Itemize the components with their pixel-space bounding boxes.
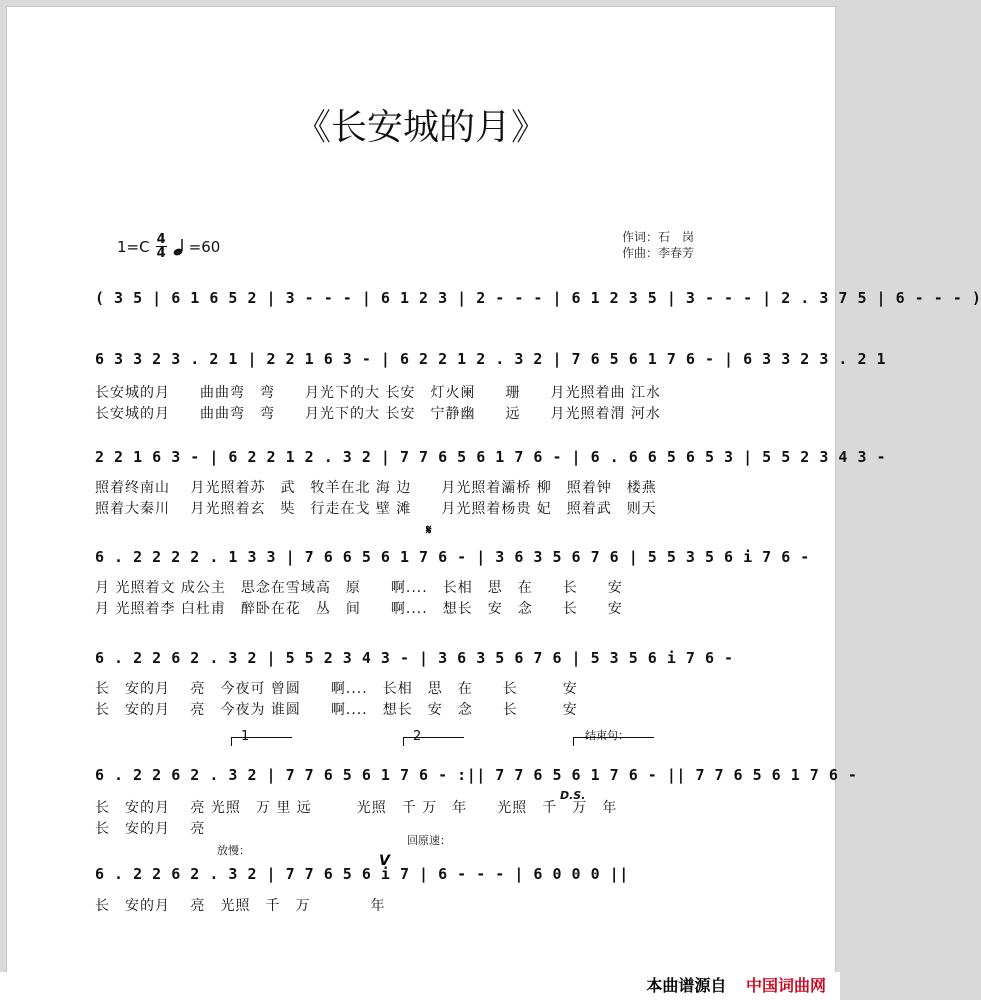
time-signature: $\frac{4}{4}$	[156, 232, 166, 261]
notation-line-1: 6 3 3 2 3 . 2 1 | 2 2 1 6 3 - | 6 2 2 1 2 . 3 2 | 7 6 5 6 1 7 6 - | 6 3 3 2 3 . 2 1	[95, 350, 887, 368]
lyric-line-4b: 长 安的月 亮 今夜为 谁圆 啊.... 想长 安 念 长 安	[95, 702, 578, 718]
lyricist: 作词：石 岗	[622, 230, 695, 244]
notation-line-intro: ( 3 5 | 6 1 6 5 2 | 3 - - - | 6 1 2 3 | 2 - - - | 6 1 2 3 5 | 3 - - - | 2 . 3 7 5 | 6 - - - )	[95, 289, 981, 307]
lyric-line-1b: 长安城的月 曲曲弯 弯 月光下的大 长安 宁静幽 远 月光照着渭 河水	[95, 406, 661, 422]
score-sheet	[6, 6, 981, 974]
lyric-line-2b: 照着大秦川 月光照着玄 奘 行走在戈 壁 滩 月光照着杨贵 妃 照着武 则天	[95, 501, 657, 517]
footer-source: 本曲谱源自	[646, 976, 727, 995]
quarter-note-icon	[173, 238, 187, 256]
notation-line-5: 6 . 2 2 6 2 . 3 2 | 7 7 6 5 6 1 7 6 - :|| 7 7 6 5 6 1 7 6 - || 7 7 6 5 6 1 7 6 -	[95, 766, 858, 784]
lyric-line-3a: 月 光照着文 成公主 思念在雪域高 原 啊.... 长相 思 在 长 安	[95, 580, 623, 596]
breath-mark: V	[379, 853, 390, 869]
lyric-line-5b: 长 安的月 亮	[95, 821, 206, 837]
lyric-line-4a: 长 安的月 亮 今夜可 曾圆 啊.... 长相 思 在 长 安	[95, 681, 578, 697]
coda-label: 结束句：	[585, 729, 629, 742]
key-prefix: 1=C	[117, 237, 150, 256]
credits	[622, 229, 694, 261]
notation-line-2: 2 2 1 6 3 - | 6 2 2 1 2 . 3 2 | 7 7 6 5 6 1 7 6 - | 6 . 6 6 5 6 5 3 | 5 5 2 3 4 3 -	[95, 448, 887, 466]
lyric-line-2a: 照着终南山 月光照着苏 武 牧羊在北 海 边 月光照着灞桥 柳 照着钟 楼燕	[95, 480, 657, 496]
a-tempo-mark: 回原速：	[407, 834, 451, 847]
lyric-line-3b: 月 光照着李 白杜甫 醉卧在花 丛 间 啊.... 想长 安 念 长 安	[95, 601, 623, 617]
footer-site-link[interactable]: 中国词曲网	[745, 976, 826, 995]
first-ending-label: 1	[241, 729, 250, 744]
second-ending-label: 2	[413, 729, 422, 744]
notation-line-3: 6 . 2 2 2 2 . 1 3 3 | 7 6 6 5 6 1 7 6 - | 3 6 3 5 6 7 6 | 5 5 3 5 6 i 7 6 -	[95, 548, 810, 566]
tempo-value: =60	[188, 237, 221, 256]
footer-watermark	[0, 972, 840, 1000]
ds-mark: D.S.	[560, 789, 586, 802]
lyric-line-6a: 长 安的月 亮 光照 千 万 年	[95, 898, 386, 914]
lyric-line-5a: 长 安的月 亮 光照 万 里 远 光照 千 万 年 光照 千 万 年	[95, 800, 618, 816]
lyric-line-1a: 长安城的月 曲曲弯 弯 月光下的大 长安 灯火阑 珊 月光照着曲 江水	[95, 385, 661, 401]
slow-mark: 放慢：	[217, 844, 250, 857]
segno-mark: 𝄋	[426, 523, 432, 538]
score-title: 《长安城的月》	[294, 107, 547, 148]
notation-line-6: 6 . 2 2 6 2 . 3 2 | 7 7 6 5 6 i 7 | 6 - - - | 6 0 0 0 ||	[95, 865, 629, 883]
notation-line-4: 6 . 2 2 6 2 . 3 2 | 5 5 2 3 4 3 - | 3 6 3 5 6 7 6 | 5 3 5 6 i 7 6 -	[95, 649, 734, 667]
composer: 作曲：李春芳	[622, 246, 695, 260]
key-signature	[117, 233, 220, 260]
